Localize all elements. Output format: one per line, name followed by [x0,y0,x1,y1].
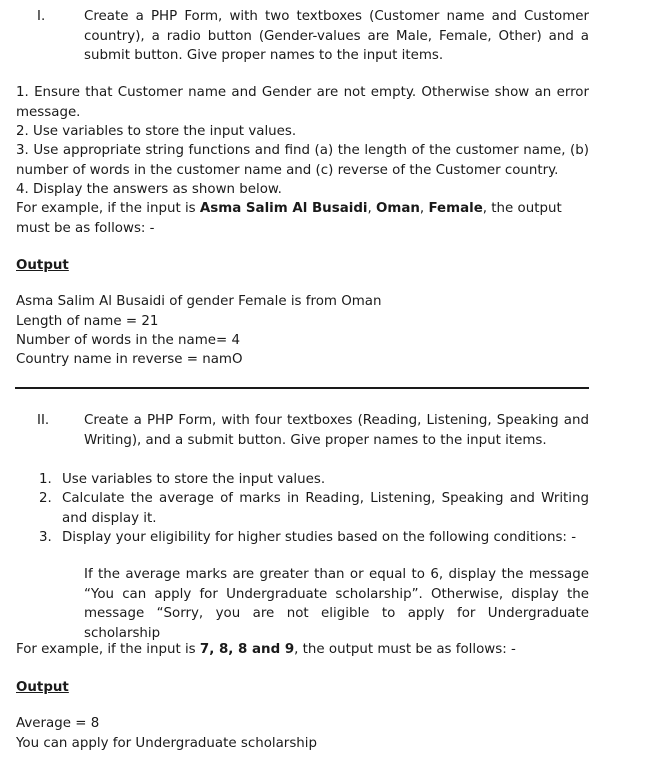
example-name: Asma Salim Al Busaidi [199,201,368,216]
question-2-item-number: 1. [39,472,52,487]
question-2-output-line: Average = 8 [16,716,100,731]
example-gender: Female [428,201,483,216]
question-1-output-line: Length of name = 21 [16,314,159,329]
section-divider [15,387,589,389]
question-1-output-line: Number of words in the name= 4 [16,333,241,348]
example-values: 7, 8, 8 and 9 [199,642,295,657]
question-2-item-1: Use variables to store the input values. [62,472,326,487]
question-1-numeral: I. [37,9,46,24]
question-2-item-3: Display your eligibility for higher studies based on the following conditions: - [62,530,577,545]
question-1-intro: Create a PHP Form, with two textboxes (Customer name and Customer country), a radio button (Gender-values are Male, Female, Other) and a submit button. Give proper names to the input items. [84,9,589,63]
example-country: Oman [376,201,420,216]
question-2-example [16,640,589,660]
question-2-condition: If the average marks are greater than or equal to 6, display the message “You can apply for Undergraduate scholarship”. Otherwise, display the message “Sorry, you are not eligible to apply for Undergraduate scholarship [84,567,589,641]
question-1-example [16,199,589,238]
question-2-item-number: 3. [39,530,52,545]
example-prefix: For example, if the input is [16,642,200,657]
question-1-output-line: Country name in reverse = namO [16,352,243,367]
question-1-item-2: 2. Use variables to store the input values. [16,124,297,139]
example-suffix: , the output must be as follows: - [294,642,516,657]
question-1-item-4: 4. Display the answers as shown below. [16,182,282,197]
example-prefix: For example, if the input is [16,201,200,216]
question-2-numeral: II. [37,413,50,428]
example-separator: , [367,201,377,216]
example-separator: , [419,201,429,216]
example-suffix: , the output must be as follows: - [16,201,562,236]
question-1-item-1: 1. Ensure that Customer name and Gender are not empty. Otherwise show an error message. [16,85,589,120]
question-2-item-2: Calculate the average of marks in Reading, Listening, Speaking and Writing and display it. [62,491,589,526]
question-2-output-heading: Output [16,680,69,695]
question-2-output-line: You can apply for Undergraduate scholarship [16,736,318,751]
question-2-intro: Create a PHP Form, with four textboxes (Reading, Listening, Speaking and Writing), and a submit button. Give proper names to the input items. [84,413,589,448]
question-2-item-number: 2. [39,491,52,506]
question-1-output-heading: Output [16,258,69,273]
question-1-output-line: Asma Salim Al Busaidi of gender Female is from Oman [16,294,382,309]
question-1-item-3: 3. Use appropriate string functions and find (a) the length of the customer name, (b) number of words in the customer name and (c) reverse of the Customer country. [16,143,589,178]
